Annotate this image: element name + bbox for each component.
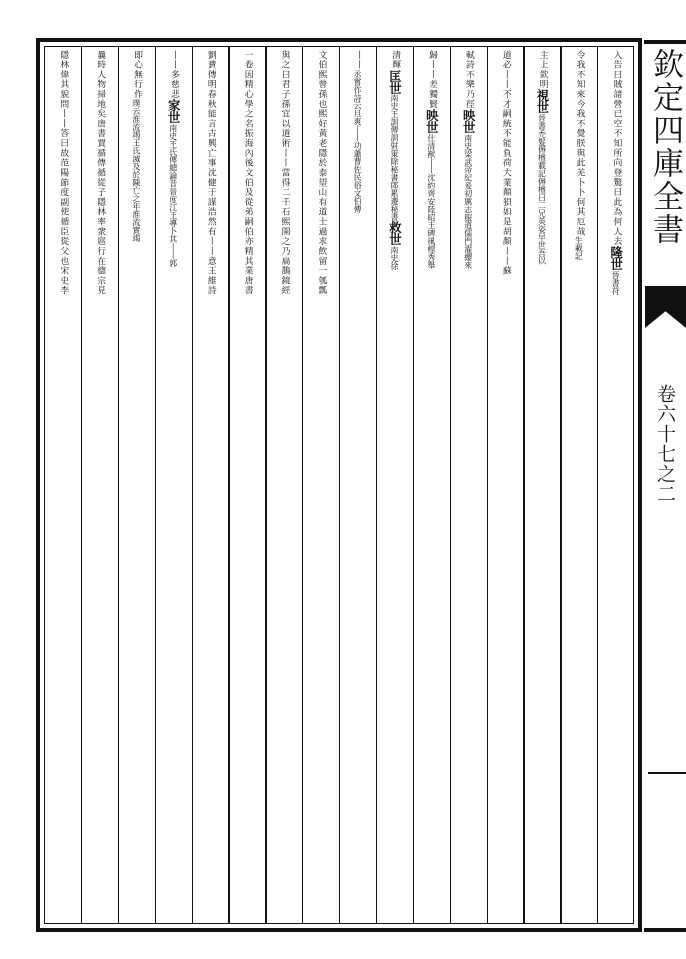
text-segment: 南史徐: [390, 245, 400, 270]
text-column: [228, 50, 265, 920]
heading-term: 映世: [424, 108, 440, 134]
text-column: [376, 50, 413, 920]
heading-term: 映世: [461, 108, 477, 134]
text-column: [81, 50, 118, 920]
text-column: [597, 50, 634, 920]
text-segment: 曩時人物掃地矣唐書賈循傳循從子隱林率衆扈行在德宗見: [95, 50, 106, 296]
text-segment: 劉蕡傳明春秋能言古興亡事沈健于謀浩然有丨丨意王維詩: [205, 50, 216, 296]
heading-term: 匡世: [387, 69, 403, 95]
text-segment: 南史王訓傳訓射策除秘書郎累遷秘書: [390, 94, 400, 222]
text-segment: 道必丨丨不才嗣統不能負荷大業顛狽如是胡顏丨丨蘇: [500, 50, 511, 276]
heading-term: 家世: [166, 99, 182, 124]
text-segment: 入告曰賊諸營已空不知所向登驚曰此為何人去: [611, 50, 622, 247]
text-segment: 南史王氏傳總論昔晉度江王導卜其丨丨郭: [168, 123, 178, 267]
text-segment: 文伯熙曾孫也熙好黃老隱於泰望山有道士過求飲留一瓠瓢: [316, 50, 327, 296]
text-segment: 丨丨: [353, 50, 364, 70]
text-segment: 軾詩不樂乃徑: [463, 50, 474, 109]
heading-term: 救世: [387, 221, 403, 246]
text-segment: 主上欽明: [537, 50, 548, 90]
text-segment: 晉書禿髮傉檀載記傉檀曰二兄英姿早世吾以: [537, 113, 547, 265]
text-column: [450, 50, 487, 920]
text-segment: 南史梁武帝紀爰初厲志服道儒門濯纓來: [463, 133, 473, 269]
text-segment: 隱林偉其貌問丨丨答曰故范陽節度副使循臣從父也宋史李: [58, 50, 69, 296]
text-column: [413, 50, 450, 920]
text-column: [44, 50, 81, 920]
text-column: [118, 50, 155, 920]
text-segment: 即心無行作: [132, 50, 143, 100]
text-column: [302, 50, 339, 920]
text-segment: 晉書苻: [611, 270, 621, 295]
fold-divider: [648, 772, 686, 774]
text-column: [339, 50, 376, 920]
text-column: [487, 50, 524, 920]
text-segment: 丨丨多慈悲: [168, 50, 179, 100]
text-segment: 歸丨丨差獨賢: [427, 50, 438, 109]
text-segment: 丞嘗作詩云旦爽丨丨功蕭曹佐民俗: [353, 69, 363, 189]
text-segment: 與之曰君子孫宜以道術丨丨當得二千石熙開之乃扁鵲鏡經: [279, 50, 290, 296]
text-segment: 璞云淮流竭王氏滅及於陳亡之年淮流實竭: [131, 99, 141, 242]
text-column: [265, 50, 302, 920]
text-column: [523, 50, 560, 920]
heading-term: 隆世: [608, 246, 624, 271]
heading-term: 視世: [534, 89, 550, 114]
text-segment: 令我不知來今我不覺朕與此羌卜卜何其厄哉: [574, 50, 585, 237]
text-column: [192, 50, 229, 920]
book-title: 欽定四庫全書: [647, 48, 683, 246]
text-column: [560, 50, 597, 920]
text-segment: 仕清猷丨丨沈約齊安陸昭王碑風標秀舉: [426, 133, 436, 269]
text-column: [155, 50, 192, 920]
text-segment: 生載記: [574, 236, 584, 261]
volume-label: 卷六十七之二: [654, 384, 676, 504]
text-segment: 清輝: [390, 50, 401, 70]
text-segment: 文伯傳: [353, 188, 363, 213]
text-segment: 一卷因精心學之名振海內後文伯及從弟嗣伯亦精其業唐書: [242, 50, 253, 296]
